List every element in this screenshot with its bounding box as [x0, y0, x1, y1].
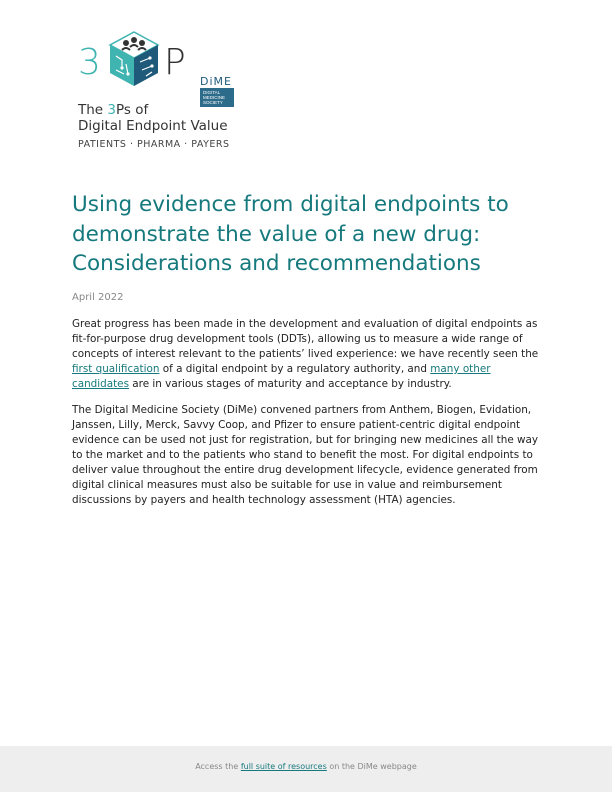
- intro-paragraph: [72, 317, 540, 392]
- logo-number: 3: [78, 42, 101, 83]
- paragraph-text: of a digital endpoint by a regulatory authority, and: [159, 363, 431, 375]
- tagline-line2: Digital Endpoint Value: [78, 118, 228, 134]
- cube-icon: [106, 30, 162, 88]
- tagline-highlight: 3: [107, 102, 116, 118]
- footer-text: [0, 762, 612, 771]
- footer-bar: [0, 746, 612, 792]
- title-line: Using evidence from digital endpoints to: [72, 192, 509, 217]
- logo-3ps: [72, 30, 242, 155]
- dime-line: DIGITAL: [203, 90, 221, 95]
- title-line: demonstrate the value of a new drug:: [72, 221, 481, 247]
- page-title: [72, 190, 542, 279]
- publication-date: April 2022: [72, 292, 124, 303]
- title-line: Considerations and recommendations: [72, 251, 481, 276]
- footer-pre: Access the: [195, 762, 241, 771]
- dime-line: SOCIETY: [203, 100, 223, 105]
- logo-letter: P: [164, 42, 186, 83]
- many-other-candidates-link[interactable]: many other candidates: [72, 363, 491, 390]
- first-qualification-link[interactable]: first qualification: [72, 363, 160, 375]
- paragraph-text: Great progress has been made in the development and evaluation of digital endpoints as fit-for-purpose drug development tools (DDTs), allowing us to measure a wide range of concepts of interest relevant to the patients’ lived experience: we have recently seen the: [72, 318, 539, 360]
- tagline-text: The: [78, 102, 108, 118]
- footer-post: on the DiMe webpage: [326, 762, 417, 771]
- dime-wordmark: DiME: [200, 75, 232, 88]
- paragraph-text: are in various stages of maturity and acceptance by industry.: [129, 378, 452, 390]
- dime-line: MEDICINE: [203, 95, 226, 100]
- logo-tagline: [78, 102, 228, 134]
- tagline-text: Ps of: [116, 102, 149, 118]
- resources-link[interactable]: full suite of resources: [240, 762, 327, 771]
- logo-subline: PATIENTS · PHARMA · PAYERS: [78, 139, 230, 150]
- dime-paragraph: The Digital Medicine Society (DiMe) convened partners from Anthem, Biogen, Evidation, Janssen, Lilly, Merck, Savvy Coop, and Pfizer to ensure patient-centric digital endpoint evidence can be used not just for registration, but for bringing new medicines all the way to the market and to the patients who stand to benefit the most. For digital endpoints to deliver value throughout the entire drug development lifecycle, evidence generated from digital clinical measures must also be suitable for use in value and reimbursement discussions by payers and health technology assessment (HTA) agencies.: [72, 404, 539, 506]
